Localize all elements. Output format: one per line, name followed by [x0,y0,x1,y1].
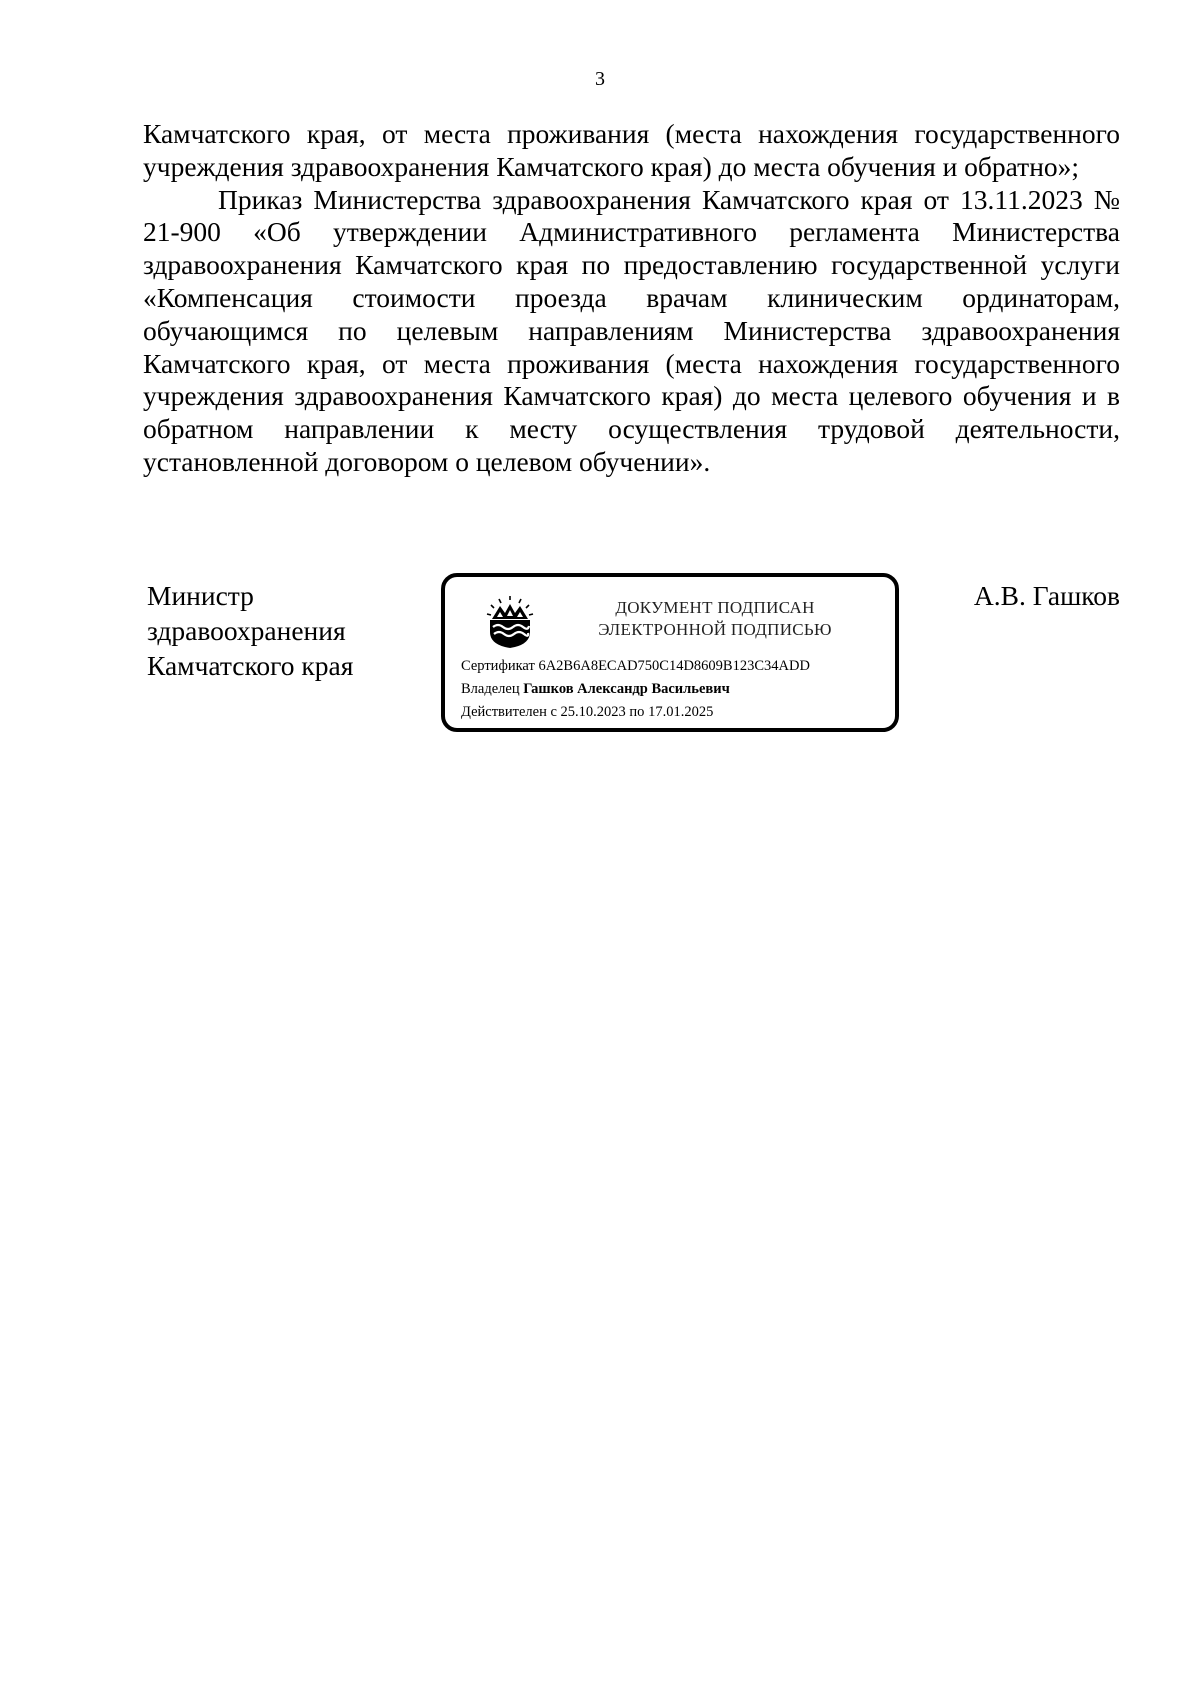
certificate-label: Сертификат [461,658,535,674]
validity-row [461,701,893,724]
page-number: 3 [595,68,605,90]
owner-row [461,678,893,701]
signer-name: А.В. Гашков [973,580,1120,611]
signer-position-line: здравоохранения [147,615,346,646]
stamp-heading [545,597,885,641]
valid-from-value: 25.10.2023 [560,704,626,720]
valid-to-label: по [629,704,645,720]
electronic-signature-stamp [441,573,899,732]
stamp-heading-line: ДОКУМЕНТ ПОДПИСАН [615,598,815,617]
owner-value: Гашков Александр Васильевич [523,681,730,697]
valid-from-label: Действителен с [461,704,557,720]
signer-position [147,578,437,683]
signer-position-line: Камчатского края [147,650,354,681]
owner-label: Владелец [461,681,520,697]
signer-position-line: Министр [147,580,254,611]
stamp-heading-line: ЭЛЕКТРОННОЙ ПОДПИСЬЮ [598,620,832,639]
stamp-details [461,655,893,724]
document-body [143,118,1120,479]
certificate-value: 6A2B6A8ECAD750C14D8609B123C34ADD [538,658,810,674]
valid-to-value: 17.01.2025 [648,704,714,720]
paragraph-order-reference: Приказ Министерства здравоохранения Камчатского края от 13.11.2023 № 21-900 «Об утверждении Административного регламента Министерства здравоохранения Камчатского края по предоставлению государственной услуги «Компенсация стоимости проезда врачам клиническим ординаторам, обучающимся по целевым направлениям Министерства здравоохранения Камчатского края, от места проживания (места нахождения государственного учреждения здравоохранения Камчатского края) до места целевого обучения и в обратном направлении к месту осуществления трудовой деятельности, установленной договором о целевом обучении». [143,183,1120,477]
certificate-row [461,655,893,678]
kamchatka-coat-of-arms-icon [485,595,535,649]
paragraph-continuation: Камчатского края, от места проживания (места нахождения государственного учреждения здравоохранения Камчатского края) до места обучения и обратно»; [143,118,1120,182]
